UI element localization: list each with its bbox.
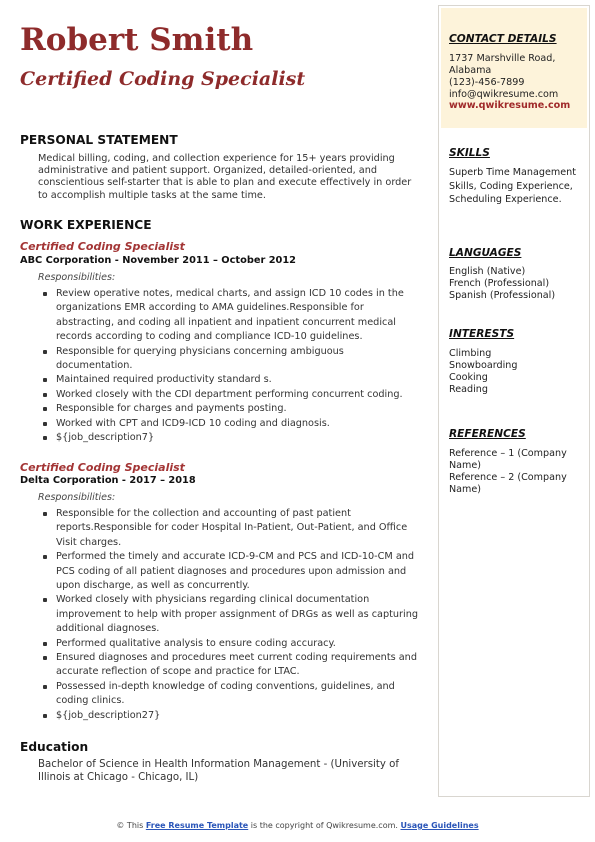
interest-item: Cooking — [449, 372, 488, 383]
job-title: Certified Coding Specialist — [20, 240, 185, 253]
footer-middle: is the copyright of Qwikresume.com. — [248, 821, 401, 830]
job-bullet-list — [38, 287, 422, 445]
bullet-icon — [43, 422, 47, 426]
language-item: French (Professional) — [449, 278, 550, 289]
responsibilities-label: Responsibilities: — [38, 492, 116, 503]
job-company-dates: Delta Corporation - 2017 – 2018 — [20, 475, 196, 486]
job-bullet: Performed the timely and accurate ICD-9-CM and PCS and ICD-10-CM and PCS coding of all patient diagnoses and procedures upon admission and upon discharge, as well as concurrently. — [38, 550, 422, 593]
candidate-title: Certified Coding Specialist — [20, 68, 306, 90]
job-bullet: Responsible for charges and payments posting. — [38, 402, 422, 416]
personal-statement-heading: PERSONAL STATEMENT — [20, 133, 178, 147]
bullet-icon — [43, 292, 47, 296]
interest-item: Reading — [449, 384, 488, 395]
education-text: Bachelor of Science in Health Information Management - (University of Illinois at Chicago - Chicago, IL) — [38, 759, 399, 783]
job-bullet: Responsible for querying physicians concerning ambiguous documentation. — [38, 345, 422, 374]
job-bullet: Performed qualitative analysis to ensure coding accuracy. — [38, 637, 422, 651]
skills-text: Superb Time Management Skills, Coding Experience, Scheduling Experience. — [449, 167, 576, 205]
language-item: English (Native) — [449, 266, 526, 277]
contact-heading: CONTACT DETAILS — [449, 33, 557, 45]
job-bullet-list — [38, 507, 422, 723]
contact-phone: (123)-456-7899 — [449, 77, 525, 88]
job-bullet: Worked closely with physicians regarding clinical documentation improvement to help with proper assignment of DRGs as well as capturing additional diagnoses. — [38, 593, 422, 636]
contact-website-link[interactable]: www.qwikresume.com — [449, 100, 571, 111]
language-item: Spanish (Professional) — [449, 290, 556, 301]
bullet-icon — [43, 714, 47, 718]
bullet-icon — [43, 407, 47, 411]
responsibilities-label: Responsibilities: — [38, 272, 116, 283]
job-title: Certified Coding Specialist — [20, 461, 185, 474]
references-heading: REFERENCES — [449, 428, 526, 440]
contact-email[interactable]: info@qwikresume.com — [449, 89, 559, 100]
bullet-icon — [43, 642, 47, 646]
bullet-icon — [43, 555, 47, 559]
job-bullet: ${job_description7} — [38, 431, 422, 445]
contact-address-line2: Alabama — [449, 65, 492, 76]
reference-item: Reference – 2 (Company Name) — [449, 472, 567, 495]
personal-statement-text: Medical billing, coding, and collection experience for 15+ years providing administrative and patient support. Organized, detailed-oriented, and conscientious self-starter that is able to plan and execute effectively in order to accomplish multiple tasks at the same time. — [38, 153, 412, 201]
bullet-icon — [43, 598, 47, 602]
bullet-icon — [43, 393, 47, 397]
bullet-icon — [43, 512, 47, 516]
interest-item: Snowboarding — [449, 360, 518, 371]
job-bullet: Worked closely with the CDI department performing concurrent coding. — [38, 388, 422, 402]
interests-heading: INTERESTS — [449, 328, 515, 340]
interest-item: Climbing — [449, 348, 492, 359]
skills-heading: SKILLS — [449, 147, 490, 159]
job-bullet: Possessed in-depth knowledge of coding conventions, guidelines, and coding clinics. — [38, 680, 422, 709]
job-company-dates: ABC Corporation - November 2011 – October 2012 — [20, 255, 296, 266]
footer — [0, 821, 595, 830]
bullet-icon — [43, 436, 47, 440]
bullet-icon — [43, 350, 47, 354]
job-bullet: Review operative notes, medical charts, and assign ICD 10 codes in the organizations EMR according to AMA guidelines.Responsible for abstracting, and coding all inpatient and inpatient concurrent medical records according to coding and compliance ICD-10 guidelines. — [38, 287, 422, 345]
contact-address-line1: 1737 Marshville Road, — [449, 53, 556, 64]
job-bullet: ${job_description27} — [38, 709, 422, 723]
job-bullet: Responsible for the collection and accounting of past patient reports.Responsible for coder Hospital In-Patient, Out-Patient, and Office Visit charges. — [38, 507, 422, 550]
job-bullet: Maintained required productivity standard s. — [38, 373, 422, 387]
bullet-icon — [43, 656, 47, 660]
education-heading: Education — [20, 740, 89, 754]
footer-prefix: © This — [116, 821, 146, 830]
reference-item: Reference – 1 (Company Name) — [449, 448, 567, 471]
languages-heading: LANGUAGES — [449, 247, 522, 259]
free-resume-template-link[interactable]: Free Resume Template — [145, 821, 249, 830]
bullet-icon — [43, 378, 47, 382]
usage-guidelines-link[interactable]: Usage Guidelines — [400, 821, 479, 830]
job-bullet: Worked with CPT and ICD9-ICD 10 coding and diagnosis. — [38, 417, 422, 431]
candidate-name: Robert Smith — [20, 22, 254, 58]
job-bullet: Ensured diagnoses and procedures meet current coding requirements and accurate reflection of scope and practice for LTAC. — [38, 651, 422, 680]
work-experience-heading: WORK EXPERIENCE — [20, 218, 152, 232]
bullet-icon — [43, 685, 47, 689]
